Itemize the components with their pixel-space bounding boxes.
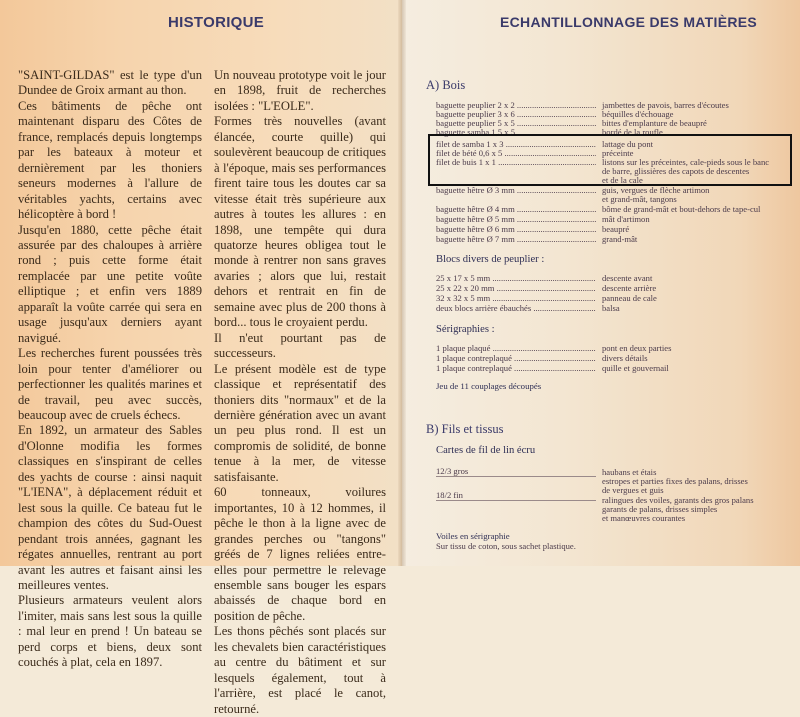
serigraphies-title: Sérigraphies : <box>436 324 495 335</box>
divider <box>436 500 596 501</box>
blocs-title: Blocs divers de peuplier : <box>436 254 545 265</box>
gros-label: 12/3 gros <box>436 466 469 476</box>
paragraph: Le présent modèle est de type classique et représentatif des thoniers dits "normaux" et de la dernière génération avec un avant un peu plus rond. Il est un compromis de solidité, de bonne tenue à la mer, de vitesse satisfaisante. <box>214 361 386 484</box>
paragraph: Formes très nouvelles (avant élancée, courte quille) qui soulevèrent beaucoup de critiques à l'époque, mais ses performances firent taire tous les doutes car sa vitesse était très supérieure aux autres à toutes les allures : en 1898, une tempête qui dura quatorze heures obligea tout le monde à rentrer non sans graves avaries ; alors que lui, restait dehors et rentrait en fin de semaine avec plus de 200 thons à bord... tous le croyaient perdu. <box>214 114 386 330</box>
paragraph: En 1892, un armateur des Sables d'Olonne modifia les formes classiques en s'inspirant de celles des yachts de course : ainsi naquit "L'IENA", à déplacement réduit et lest sous la quille. Ce bateau fut le champion des côtes du Sud-Ouest pendant trois années, gagnant les régates annuelles, rentrant au port avant les autres et faisant ainsi les meilleures ventes. <box>18 423 202 592</box>
fin-uses: ralingues des voiles, garants des gros palans garants de palans, drisses simples et manœuvres courantes <box>602 495 754 524</box>
highlight-box <box>428 134 792 186</box>
paragraph: Ces bâtiments de pêche ont maintenant disparu des Côtes de france, remplacés depuis longtemps par les bateaux à moteur et dernièrement par les thoniers seneurs modernes à l'allure de véritables yachts, certains avec hélicoptère à bord ! <box>18 98 202 222</box>
fils-subtitle: Cartes de fil de lin écru <box>436 445 536 456</box>
page-fold <box>398 0 406 566</box>
fin-label: 18/2 fin <box>436 490 463 500</box>
divider <box>436 476 596 477</box>
voiles-text: Sur tissu de coton, sous sachet plastique. <box>436 541 576 551</box>
historique-heading: HISTORIQUE <box>168 14 265 31</box>
paragraph: Les recherches furent poussées très loin pour tenter d'améliorer ou perfectionner les qualités marines et de travail, peu avec succès, beaucoup avec de cruels échecs. <box>18 346 202 422</box>
echantillonnage-heading: ECHANTILLONNAGE DES MATIÈRES <box>500 14 758 30</box>
paragraph: Il n'eut pourtant pas de successeurs. <box>214 330 386 361</box>
paragraph: 60 tonneaux, voilures importantes, 10 à 12 hommes, il pêche le thon à la ligne avec de grandes perches ou "tangons" gréés de 7 lignes reliées entre-elles pour permettre le relevage ensemble sans bouger les espars abaissés de chaque bord en position de pêche. <box>214 485 386 623</box>
fils-title: B) Fils et tissus <box>426 422 504 436</box>
couplages-note: Jeu de 11 couplages découpés <box>436 381 542 391</box>
voiles-title: Voiles en sérigraphie <box>436 531 510 541</box>
paragraph: Un nouveau prototype voit le jour en 1898, fruit de recherches isolées : "L'EOLE". <box>214 68 386 113</box>
history-column-1 <box>18 68 202 671</box>
list-item-continuation: de barre, glissières des capots de descentes et de la cale <box>602 166 750 186</box>
history-column-2 <box>214 68 386 717</box>
paragraph: Les thons pêchés sont placés sur les chevalets bien caractéristiques au centre du bâtiment et sur lesquels également, tout à l'arrière, est placé le canot, retourné. <box>214 624 386 716</box>
paragraph: "SAINT-GILDAS" est le type d'un Dundee de Groix armant au thon. <box>18 68 202 98</box>
bois-title: A) Bois <box>426 78 466 92</box>
paragraph: Jusqu'en 1880, cette pêche était assurée par des chaloupes à arrière rond ; puis cette forme était remplacée par une petite voûte elliptique ; et enfin vers 1889 apparaît la voûte carrée qui sera en usage jusqu'aux derniers ayant navigué. <box>18 222 202 345</box>
gros-uses: haubans et étais estropes et parties fixes des palans, drisses de vergues et guis <box>602 467 748 496</box>
paragraph: Plusieurs armateurs veulent alors l'imiter, mais sans lest sous la quille : mal leur en prend ! Un bateau se perd corps et biens, deux sont couchés à plat, cela en 1897. <box>18 593 202 670</box>
